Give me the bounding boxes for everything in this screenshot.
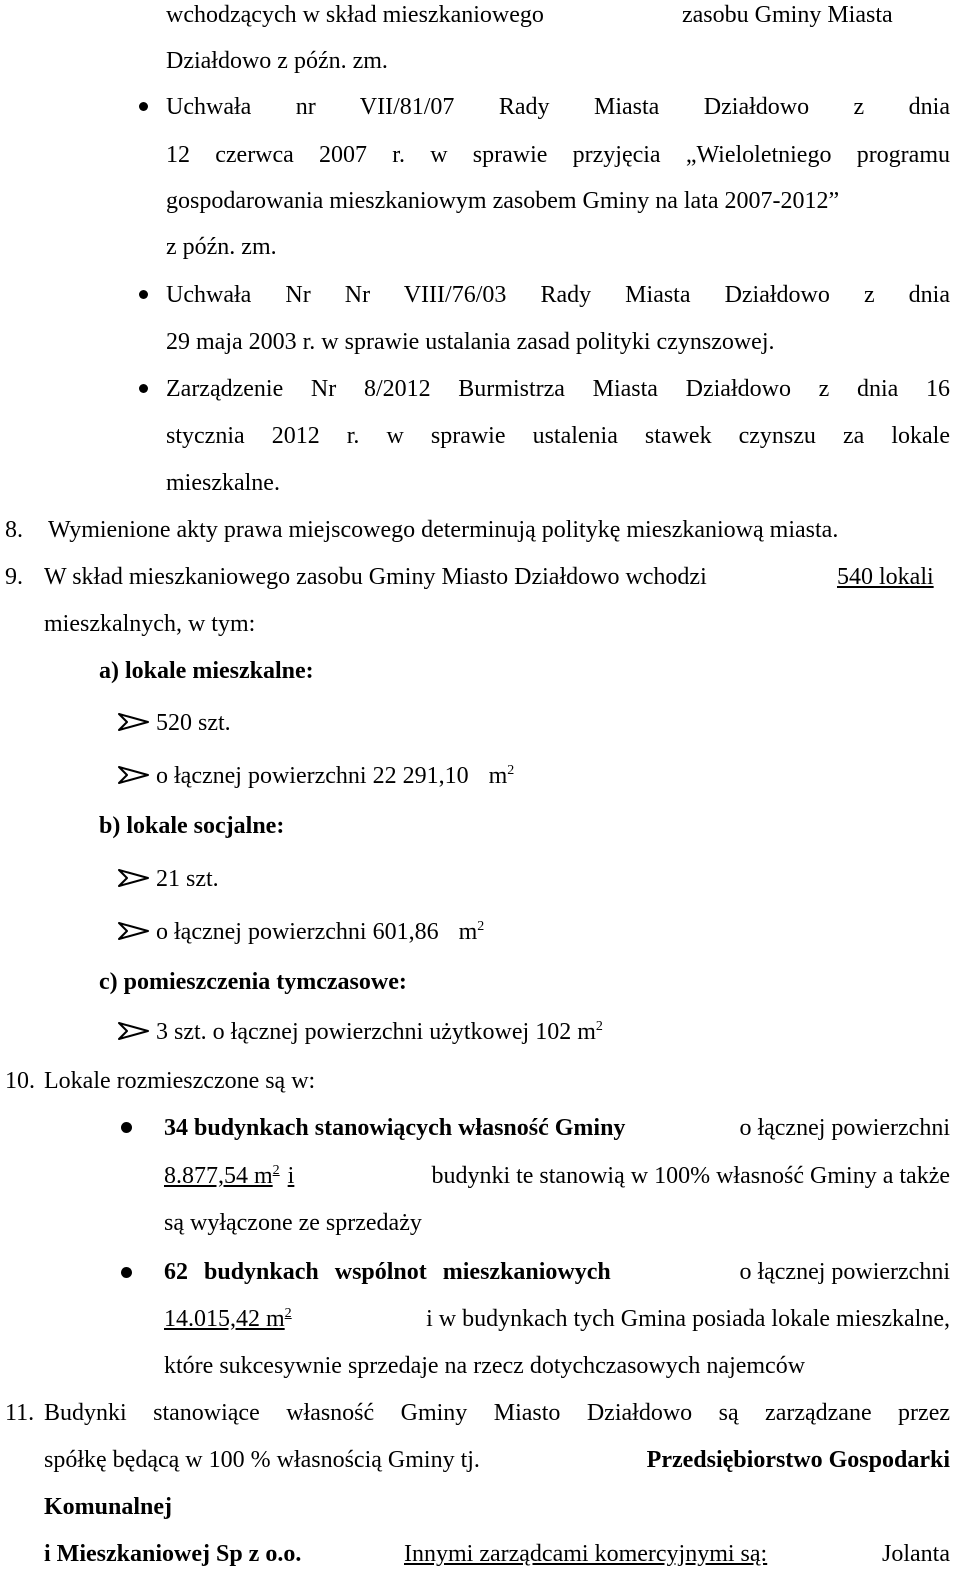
text-line: 14.015,42 $m^2$ i w budynkach tych Gmina posiada lokale mieszkalne, bbox=[164, 1306, 950, 1332]
list-number: 10. bbox=[5, 1068, 35, 1094]
text-line: 62 budynkach wspólnot mieszkaniowych o łącznej powierzchni bbox=[164, 1259, 950, 1285]
text-line: Uchwała nr VII/81/07 Rady Miasta Działdowo z dnia bbox=[166, 94, 950, 120]
text-line: o łącznej powierzchni 22 291,10 $m^2$ bbox=[156, 763, 515, 789]
text-line: z późn. zm. bbox=[166, 234, 277, 260]
list-number: 9. bbox=[5, 564, 23, 590]
text-line: 34 budynkach stanowiących własność Gminy o łącznej powierzchni bbox=[164, 1115, 950, 1141]
text-line: Zarządzenie Nr 8/2012 Burmistrza Miasta Działdowo z dnia 16 bbox=[166, 376, 950, 402]
bullet-dot-icon bbox=[139, 102, 148, 111]
subheading: b) lokale socjalne: bbox=[99, 813, 285, 839]
subheading: c) pomieszczenia tymczasowe: bbox=[99, 969, 407, 995]
text-line: 12 czerwca 2007 r. w sprawie przyjęcia „Wieloletniego programu bbox=[166, 142, 950, 168]
text-line: gospodarowania mieszkaniowym zasobem Gminy na lata 2007-2012” bbox=[166, 188, 840, 214]
text-line: 21 szt. bbox=[156, 866, 219, 892]
text-line: Komunalnej bbox=[44, 1494, 173, 1520]
text-line: stycznia 2012 r. w sprawie ustalenia stawek czynszu za lokale bbox=[166, 423, 950, 449]
text-line: Uchwała Nr Nr VIII/76/03 Rady Miasta Działdowo z dnia bbox=[166, 282, 950, 308]
arrowhead-bullet-icon bbox=[118, 920, 150, 942]
underlined-text: 540 lokali bbox=[837, 564, 934, 590]
text-line: są wyłączone ze sprzedaży bbox=[164, 1210, 422, 1236]
text-line: 29 maja 2003 r. w sprawie ustalania zasad polityki czynszowej. bbox=[166, 329, 775, 355]
text-line: wchodzących w skład mieszkaniowego zasobu Gminy Miasta bbox=[166, 2, 893, 28]
subheading: a) lokale mieszkalne: bbox=[99, 658, 314, 684]
list-number: 11. bbox=[5, 1400, 35, 1426]
text-line: 8.877,54 $m^2$ i budynki te stanowią w 100% własność Gminy a także bbox=[164, 1163, 950, 1189]
text-line: 520 szt. bbox=[156, 710, 231, 736]
arrowhead-bullet-icon bbox=[118, 1020, 150, 1042]
bullet-dot-icon bbox=[139, 290, 148, 299]
list-number: 8. bbox=[5, 517, 23, 543]
text-line: Działdowo z późn. zm. bbox=[166, 48, 388, 74]
bullet-dot-icon bbox=[121, 1267, 132, 1278]
text-line: Wymienione akty prawa miejscowego determinują politykę mieszkaniową miasta. bbox=[48, 517, 839, 543]
text-line: spółkę będącą w 100 % własnością Gminy tj. Przedsiębiorstwo Gospodarki bbox=[44, 1447, 950, 1473]
text-line: W skład mieszkaniowego zasobu Gminy Miasto Działdowo wchodzi bbox=[44, 564, 707, 590]
text-line: 3 szt. o łącznej powierzchni użytkowej 102 $m^2$ bbox=[156, 1019, 603, 1045]
arrowhead-bullet-icon bbox=[118, 711, 150, 733]
bullet-dot-icon bbox=[121, 1122, 132, 1133]
text-line: które sukcesywnie sprzedaje na rzecz dotychczasowych najemców bbox=[164, 1353, 806, 1379]
arrowhead-bullet-icon bbox=[118, 867, 150, 889]
text-line: mieszkalne. bbox=[166, 470, 280, 496]
text-line: o łącznej powierzchni 601,86 $m^2$ bbox=[156, 919, 485, 945]
bullet-dot-icon bbox=[139, 384, 148, 393]
text-line: Lokale rozmieszczone są w: bbox=[44, 1068, 316, 1094]
text-line: Budynki stanowiące własność Gminy Miasto Działdowo są zarządzane przez bbox=[44, 1400, 950, 1426]
arrowhead-bullet-icon bbox=[118, 764, 150, 786]
text-line: mieszkalnych, w tym: bbox=[44, 611, 256, 637]
text-line: i Mieszkaniowej Sp z o.o. Innymi zarządcami komercyjnymi są: Jolanta bbox=[44, 1541, 950, 1567]
